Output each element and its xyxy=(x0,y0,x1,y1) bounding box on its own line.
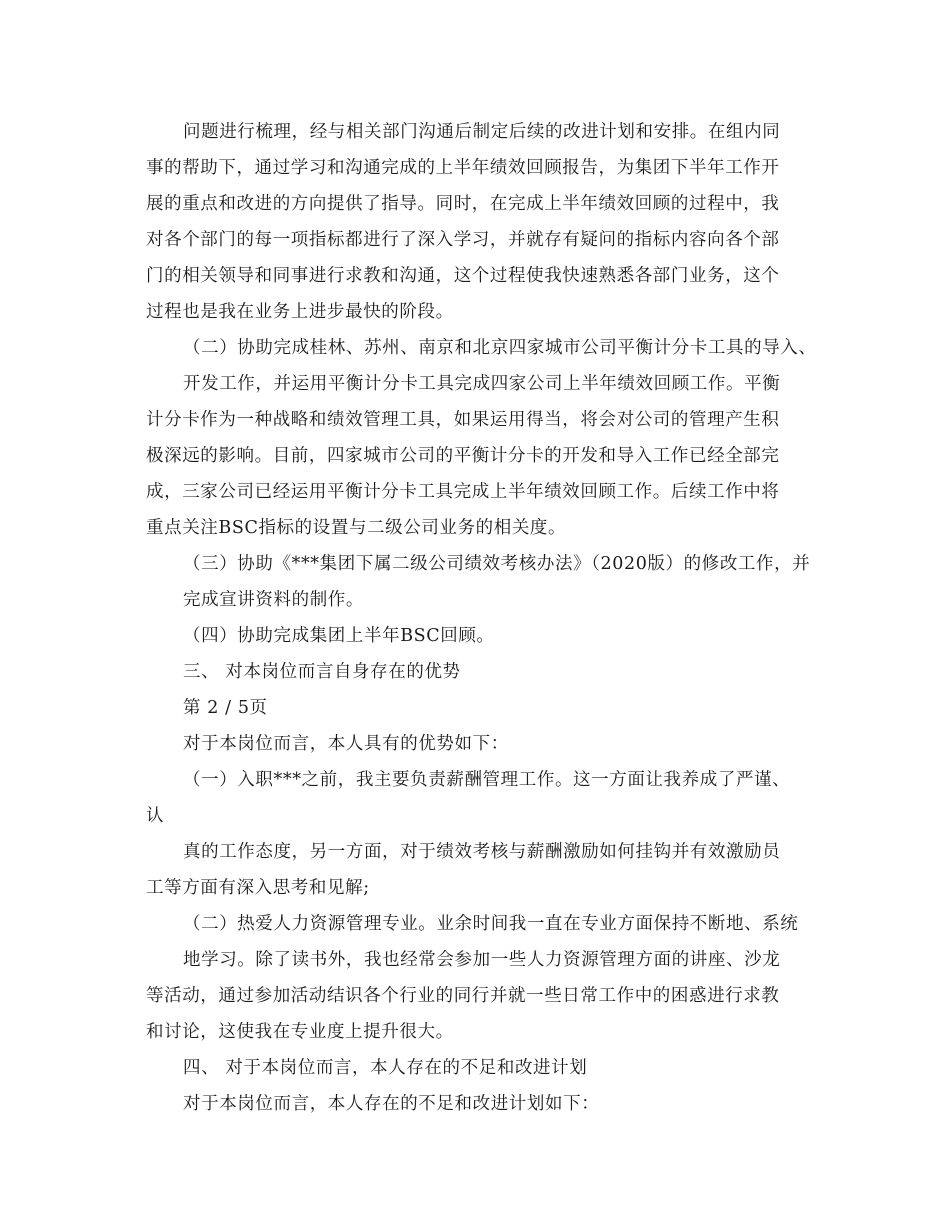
text-line: 对各个部门的每一项指标都进行了深入学习，并就存有疑问的指标内容向各个部 xyxy=(146,230,780,250)
list-item-heading: （二）协助完成桂林、苏州、南京和北京四家城市公司平衡计分卡工具的导入、 xyxy=(183,338,817,358)
text-line: 极深远的影响。目前，四家城市公司的平衡计分卡的开发和导入工作已经全部完 xyxy=(146,446,780,466)
text-line: 对于本岗位而言，本人存在的不足和改进计划如下： xyxy=(183,1094,600,1114)
text-line: 对于本岗位而言，本人具有的优势如下： xyxy=(183,734,509,754)
text-line: 完成宣讲资料的制作。 xyxy=(183,590,364,610)
list-item-heading: （三）协助《***集团下属二级公司绩效考核办法》（2020版）的修改工作，并 xyxy=(183,554,811,574)
text-line: 真的工作态度，另一方面，对于绩效考核与薪酬激励如何挂钩并有效激励员 xyxy=(183,842,781,862)
text-line: 门的相关领导和同事进行求教和沟通，这个过程使我快速熟悉各部门业务，这个 xyxy=(146,266,780,286)
list-item-heading: （一）入职***之前，我主要负责薪酬管理工作。这一方面让我养成了严谨、 xyxy=(183,770,791,790)
text-line: 成，三家公司已经运用平衡计分卡工具完成上半年绩效回顾工作。后续工作中将 xyxy=(146,482,780,502)
section-heading: 四、 对于本岗位而言，本人存在的不足和改进计划 xyxy=(183,1058,588,1078)
text-line: 开发工作，并运用平衡计分卡工具完成四家公司上半年绩效回顾工作。平衡 xyxy=(183,374,781,394)
text-line: 事的帮助下，通过学习和沟通完成的上半年绩效回顾报告，为集团下半年工作开 xyxy=(146,158,780,178)
text-line: 等活动，通过参加活动结识各个行业的同行并就一些日常工作中的困惑进行求教 xyxy=(146,986,780,1006)
text-line: 工等方面有深入思考和见解; xyxy=(146,878,370,898)
text-line: 认 xyxy=(146,806,165,826)
page-number: 第 2 / 5页 xyxy=(183,698,268,718)
text-line: 过程也是我在业务上进步最快的阶段。 xyxy=(146,302,454,322)
text-line: 展的重点和改进的方向提供了指导。同时，在完成上半年绩效回顾的过程中，我 xyxy=(146,194,780,214)
text-line: 问题进行梳理，经与相关部门沟通后制定后续的改进计划和安排。在组内同 xyxy=(183,122,781,142)
list-item-heading: （二）热爱人力资源管理专业。业余时间我一直在专业方面保持不断地、系统 xyxy=(183,914,799,934)
text-line: 和讨论，这使我在专业度上提升很大。 xyxy=(146,1022,454,1042)
list-item-heading: （四）协助完成集团上半年BSC回顾。 xyxy=(183,626,495,646)
text-line: 计分卡作为一种战略和绩效管理工具，如果运用得当，将会对公司的管理产生积 xyxy=(146,410,780,430)
text-line: 地学习。除了读书外，我也经常会参加一些人力资源管理方面的讲座、沙龙 xyxy=(183,950,781,970)
text-line: 重点关注BSC指标的设置与二级公司业务的相关度。 xyxy=(146,518,567,538)
section-heading: 三、 对本岗位而言自身存在的优势 xyxy=(183,662,461,682)
